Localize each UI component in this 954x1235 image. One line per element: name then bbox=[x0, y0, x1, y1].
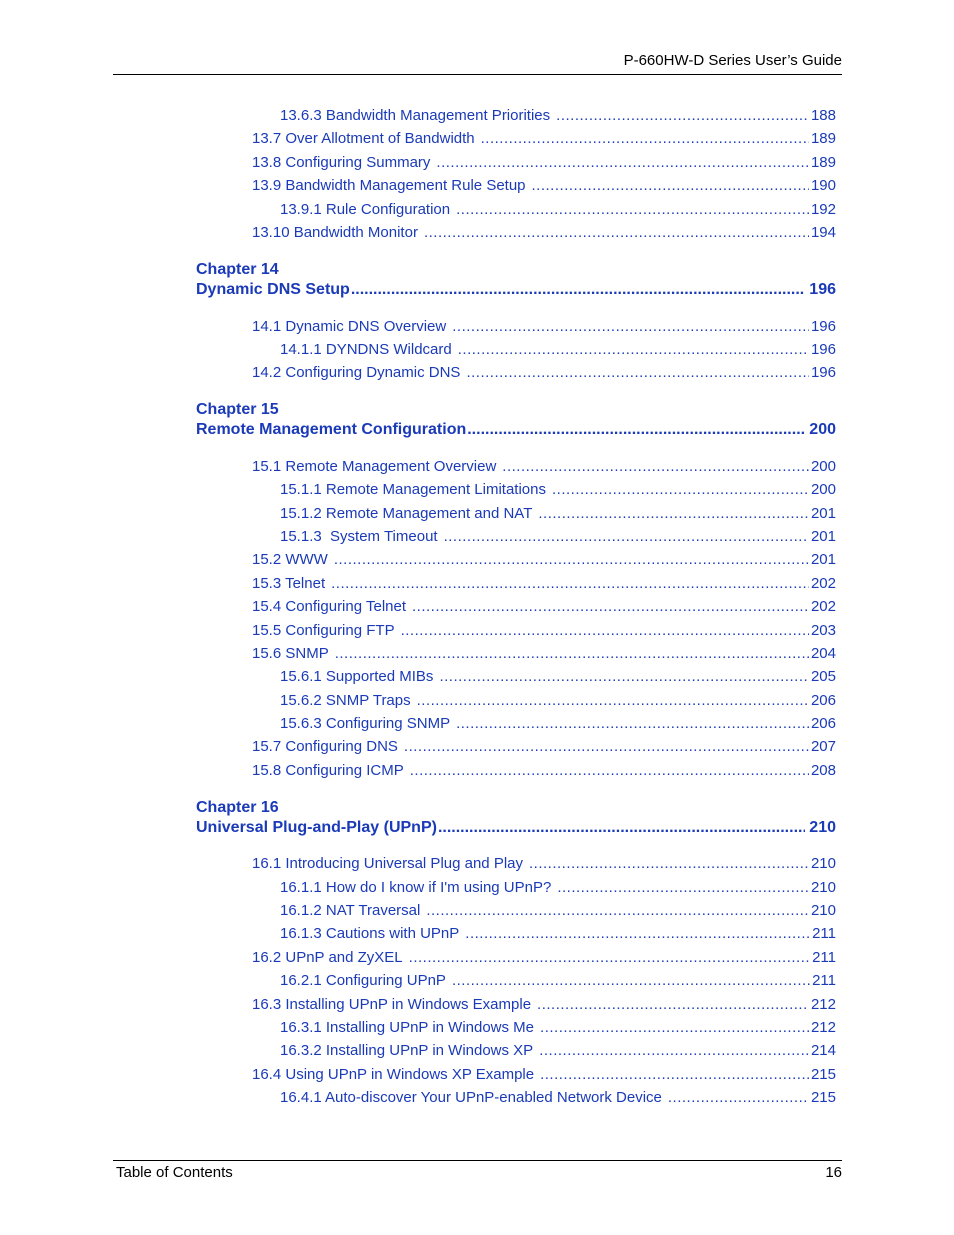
toc-entry-label: 15.6.1 Supported MIBs bbox=[280, 668, 434, 685]
toc-entry-page: 214 bbox=[810, 1042, 836, 1059]
toc-entry[interactable] bbox=[280, 481, 836, 501]
chapter-title: Remote Management Configuration bbox=[196, 421, 467, 438]
chapter-title: Dynamic DNS Setup bbox=[196, 281, 350, 298]
toc-entry-label: 15.1.2 Remote Management and NAT bbox=[280, 505, 533, 522]
toc-entry-label: 15.2 WWW bbox=[252, 551, 328, 568]
toc-entry-label: 13.6.3 Bandwidth Management Priorities bbox=[280, 107, 551, 124]
toc-entry[interactable] bbox=[252, 551, 836, 571]
toc-entry-page: 196 bbox=[810, 341, 836, 358]
chapter-heading[interactable] bbox=[196, 281, 836, 299]
toc-entry-page: 210 bbox=[810, 855, 836, 872]
toc-entry[interactable] bbox=[280, 668, 836, 688]
toc-entry-page: 215 bbox=[810, 1066, 836, 1083]
toc-entry-page: 204 bbox=[810, 645, 836, 662]
toc-entry[interactable] bbox=[252, 458, 836, 478]
chapter-number: Chapter 14 bbox=[196, 261, 279, 278]
toc-entry-page: 190 bbox=[810, 177, 836, 194]
toc-entry-label: 16.3.2 Installing UPnP in Windows XP bbox=[280, 1042, 534, 1059]
toc-entry[interactable] bbox=[252, 738, 836, 758]
toc-entry-page: 211 bbox=[812, 925, 836, 942]
toc-entry-page: 189 bbox=[810, 130, 836, 147]
toc-entry-label: 15.5 Configuring FTP bbox=[252, 622, 395, 639]
toc-entry-page: 201 bbox=[810, 551, 836, 568]
chapter-number: Chapter 16 bbox=[196, 799, 279, 816]
chapter-page: 196 bbox=[809, 281, 836, 298]
toc-entry-label: 15.6.3 Configuring SNMP bbox=[280, 715, 451, 732]
toc-entry-page: 206 bbox=[810, 715, 836, 732]
toc-entry[interactable] bbox=[280, 1089, 836, 1109]
toc-entry-label: 13.10 Bandwidth Monitor bbox=[252, 224, 418, 241]
toc-entry-label: 15.3 Telnet bbox=[252, 575, 326, 592]
toc-entry[interactable] bbox=[280, 341, 836, 361]
toc-entry-label: 15.6.2 SNMP Traps bbox=[280, 692, 411, 709]
toc-entry[interactable] bbox=[252, 996, 836, 1016]
toc-entry[interactable] bbox=[252, 318, 836, 338]
toc-entry-page: 211 bbox=[812, 972, 836, 989]
toc-entry[interactable] bbox=[252, 177, 836, 197]
toc-entry[interactable] bbox=[252, 622, 836, 642]
toc-entry[interactable] bbox=[280, 1042, 836, 1062]
toc-entry-page: 211 bbox=[812, 949, 836, 966]
toc-entry-label: 16.4.1 Auto-discover Your UPnP-enabled Network Device bbox=[280, 1089, 662, 1106]
toc-entry-label: 13.9.1 Rule Configuration bbox=[280, 201, 451, 218]
toc-entry-page: 208 bbox=[810, 762, 836, 779]
toc-entry-label: 13.8 Configuring Summary bbox=[252, 154, 431, 171]
toc-entry[interactable] bbox=[280, 505, 836, 525]
toc-entry[interactable] bbox=[280, 107, 836, 127]
toc-entry-label: 15.1.1 Remote Management Limitations bbox=[280, 481, 546, 498]
toc-entry[interactable] bbox=[252, 1066, 836, 1086]
toc-entry-page: 201 bbox=[810, 505, 836, 522]
toc-entry-page: 207 bbox=[810, 738, 836, 755]
chapter-number: Chapter 15 bbox=[196, 401, 279, 418]
toc-entry-page: 212 bbox=[810, 1019, 836, 1036]
toc-entry[interactable] bbox=[280, 1019, 836, 1039]
toc-entry-label: 15.4 Configuring Telnet bbox=[252, 598, 406, 615]
toc-entry-page: 210 bbox=[810, 879, 836, 896]
toc-entry-page: 202 bbox=[810, 575, 836, 592]
toc-entry-label: 15.1.3 System Timeout bbox=[280, 528, 438, 545]
toc-entry-label: 16.3 Installing UPnP in Windows Example bbox=[252, 996, 532, 1013]
toc-entry[interactable] bbox=[252, 224, 836, 244]
toc-entry-label: 16.1.1 How do I know if I'm using UPnP? bbox=[280, 879, 552, 896]
toc-entry[interactable] bbox=[252, 130, 836, 150]
toc-entry[interactable] bbox=[280, 715, 836, 735]
toc-entry[interactable] bbox=[280, 925, 836, 945]
toc-entry-page: 202 bbox=[810, 598, 836, 615]
chapter-page: 200 bbox=[809, 421, 836, 438]
toc-entry-label: 16.3.1 Installing UPnP in Windows Me bbox=[280, 1019, 535, 1036]
chapter-heading[interactable] bbox=[196, 819, 836, 837]
toc-entry-page: 196 bbox=[810, 318, 836, 335]
toc-entry-page: 192 bbox=[810, 201, 836, 218]
toc-entry[interactable] bbox=[280, 528, 836, 548]
toc-entry-label: 15.1 Remote Management Overview bbox=[252, 458, 497, 475]
toc-entry-label: 16.4 Using UPnP in Windows XP Example bbox=[252, 1066, 535, 1083]
toc-entry[interactable] bbox=[280, 692, 836, 712]
toc-entry-label: 14.2 Configuring Dynamic DNS bbox=[252, 364, 461, 381]
toc-entry-label: 16.1.2 NAT Traversal bbox=[280, 902, 421, 919]
toc-entry-page: 212 bbox=[810, 996, 836, 1013]
page-number: 16 bbox=[825, 1164, 842, 1181]
toc-entry-page: 206 bbox=[810, 692, 836, 709]
chapter-title: Universal Plug-and-Play (UPnP) bbox=[196, 819, 437, 836]
toc-entry-page: 188 bbox=[810, 107, 836, 124]
chapter-page: 210 bbox=[809, 819, 836, 836]
toc-entry[interactable] bbox=[252, 645, 836, 665]
toc-entry-label: 15.6 SNMP bbox=[252, 645, 329, 662]
toc-entry-page: 210 bbox=[810, 902, 836, 919]
toc-entry[interactable] bbox=[252, 598, 836, 618]
toc-entry[interactable] bbox=[280, 879, 836, 899]
toc-entry-label: 16.2 UPnP and ZyXEL bbox=[252, 949, 403, 966]
chapter-heading[interactable] bbox=[196, 421, 836, 439]
toc-entry-page: 200 bbox=[810, 481, 836, 498]
toc-entry-page: 196 bbox=[810, 364, 836, 381]
toc-entry[interactable] bbox=[280, 201, 836, 221]
toc-entry[interactable] bbox=[252, 949, 836, 969]
toc-entry-label: 14.1 Dynamic DNS Overview bbox=[252, 318, 447, 335]
toc-entry-label: 16.1 Introducing Universal Plug and Play bbox=[252, 855, 523, 872]
toc-entry-page: 194 bbox=[810, 224, 836, 241]
toc-entry-page: 200 bbox=[810, 458, 836, 475]
toc-entry-label: 16.1.3 Cautions with UPnP bbox=[280, 925, 460, 942]
toc-entry-page: 215 bbox=[810, 1089, 836, 1106]
toc-entry-label: 14.1.1 DYNDNS Wildcard bbox=[280, 341, 452, 358]
toc-entry-label: 13.7 Over Allotment of Bandwidth bbox=[252, 130, 475, 147]
toc-entry-label: 13.9 Bandwidth Management Rule Setup bbox=[252, 177, 526, 194]
toc-entry[interactable] bbox=[252, 364, 836, 384]
toc-entry[interactable] bbox=[280, 902, 836, 922]
toc-entry[interactable] bbox=[252, 762, 836, 782]
toc-entry-page: 205 bbox=[810, 668, 836, 685]
page-footer bbox=[113, 1160, 842, 1181]
toc-entry-page: 189 bbox=[810, 154, 836, 171]
toc-entry-page: 201 bbox=[810, 528, 836, 545]
toc-entry[interactable] bbox=[252, 855, 836, 875]
toc-entry[interactable] bbox=[252, 154, 836, 174]
toc-entry-label: 15.7 Configuring DNS bbox=[252, 738, 398, 755]
guide-title: P-660HW-D Series User’s Guide bbox=[623, 52, 842, 69]
toc-entry[interactable] bbox=[252, 575, 836, 595]
footer-section: Table of Contents bbox=[116, 1164, 233, 1181]
toc-entry[interactable] bbox=[280, 972, 836, 992]
toc-entry-label: 16.2.1 Configuring UPnP bbox=[280, 972, 446, 989]
toc-entry-label: 15.8 Configuring ICMP bbox=[252, 762, 404, 779]
toc-entry-page: 203 bbox=[810, 622, 836, 639]
